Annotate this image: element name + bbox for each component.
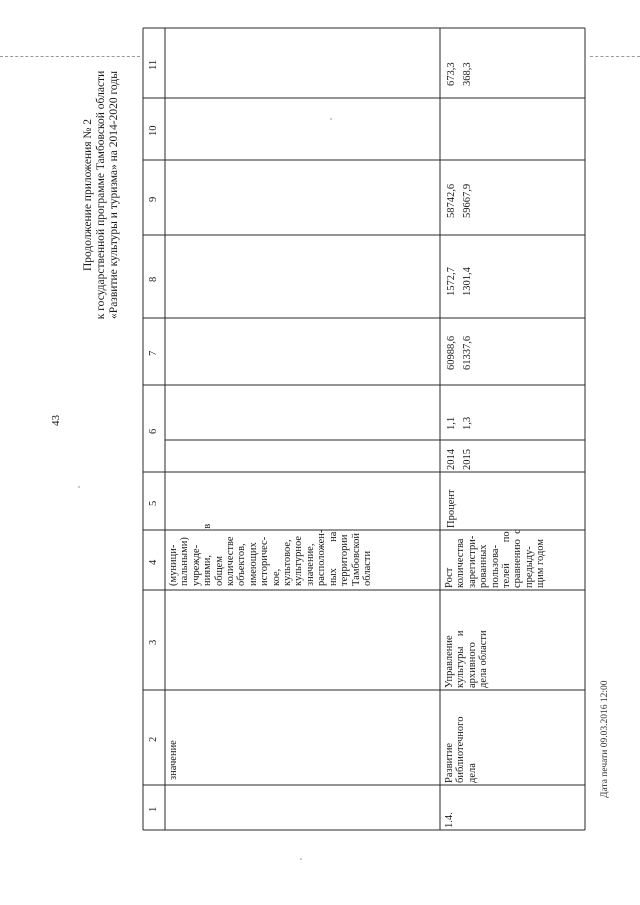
row-1-4-year-2014: 2014 [446, 449, 457, 470]
col-num-7: 7 [148, 350, 159, 356]
cell-line: дела [466, 763, 478, 783]
cell-line: объектов, [236, 543, 248, 586]
cell-line: зарегистри- [466, 535, 478, 588]
cell-line: количества [455, 538, 467, 588]
cell-line: ниями, в [202, 523, 214, 586]
cell-line: (муници- [168, 544, 179, 586]
cell-line: предыду- [523, 546, 535, 588]
cell-line: количестве [225, 536, 237, 586]
cell-line: Рост [444, 567, 455, 588]
cell-line: сравнению с [512, 529, 524, 588]
row-1-4-c9-2015: 59667,9 [462, 183, 473, 218]
scan-speck [330, 118, 332, 120]
col-num-4: 4 [148, 559, 159, 565]
cell-line: Тамбовской [350, 532, 362, 586]
header-line-1: Продолжение приложения № 2 [82, 118, 94, 272]
row-1-4-c7-2014: 60988,6 [446, 335, 457, 370]
col-num-6: 6 [148, 428, 159, 434]
col-num-9: 9 [148, 196, 159, 202]
row-1-4-c9-2014: 58742,6 [446, 183, 457, 218]
row-1-4-c7-2015: 61337,6 [462, 335, 473, 370]
cell-line: кое, [270, 568, 282, 586]
header-line-2: к государственной программе Тамбовской области [95, 70, 107, 320]
scan-speck [78, 486, 80, 488]
row-1-4-c8-2014: 1572,7 [446, 267, 457, 296]
cell-line: пользова- [489, 544, 501, 588]
col-num-3: 3 [148, 639, 159, 645]
cell-line: учрежде- [190, 544, 202, 586]
cell-line: архивного [466, 642, 478, 688]
cell-line: культовое, [282, 539, 294, 586]
col-num-2: 2 [148, 736, 159, 742]
continuation-col4 [168, 502, 373, 586]
row-1-4-indicator [444, 508, 547, 588]
row-1-4-c11-2014: 673,3 [446, 62, 457, 86]
cell-line: библиотечного [455, 716, 467, 783]
cell-line: общем [213, 556, 225, 586]
continuation-col2 [168, 740, 179, 780]
col-num-10: 10 [148, 125, 159, 136]
row-1-4-unit: Процент [446, 489, 457, 528]
row-1-4-number: 1.4. [444, 812, 455, 828]
row-1-4-year-2015: 2015 [462, 449, 473, 470]
scan-speck [300, 858, 302, 860]
cell-line: щим годом [535, 538, 547, 588]
col-num-5: 5 [148, 500, 159, 506]
row-1-4-value-2015: 1,3 [462, 416, 473, 430]
print-date-footer: Дата печати 09.03.2016 12:00 [600, 680, 610, 798]
col-num-11: 11 [148, 59, 159, 70]
cell-line: пальными) [179, 537, 191, 586]
cell-line: дела области [478, 630, 490, 688]
page-number: 43 [50, 415, 62, 426]
row-1-4-executor [444, 592, 490, 688]
col-num-1: 1 [148, 806, 159, 812]
row-1-4-value-2014: 1,1 [446, 416, 457, 430]
row-1-4-name [444, 691, 478, 783]
cell-line: области [361, 550, 373, 586]
cell-line: рованных [478, 544, 490, 588]
cell-line: ных на [327, 531, 339, 586]
col-num-8: 8 [148, 276, 159, 282]
row-1-4-c11-2015: 368,3 [462, 62, 473, 86]
cell-line: расположен- [316, 529, 328, 586]
cell-line: культурное [293, 536, 305, 586]
cell-line: значение, [304, 543, 316, 586]
cell-text: значение [168, 740, 179, 780]
cell-line: имеющих [247, 542, 259, 586]
cell-line: Развитие [444, 742, 455, 783]
row-1-4-c8-2015: 1301,4 [462, 267, 473, 296]
cell-line: территории [339, 534, 351, 586]
cell-line: культуры и [455, 630, 467, 688]
cell-line: Управление [444, 635, 455, 688]
header-line-3: «Развитие культуры и туризма» на 2014-2020 годы [108, 71, 120, 319]
cell-line: телей по [501, 531, 513, 588]
cell-line: историчес- [259, 536, 271, 586]
